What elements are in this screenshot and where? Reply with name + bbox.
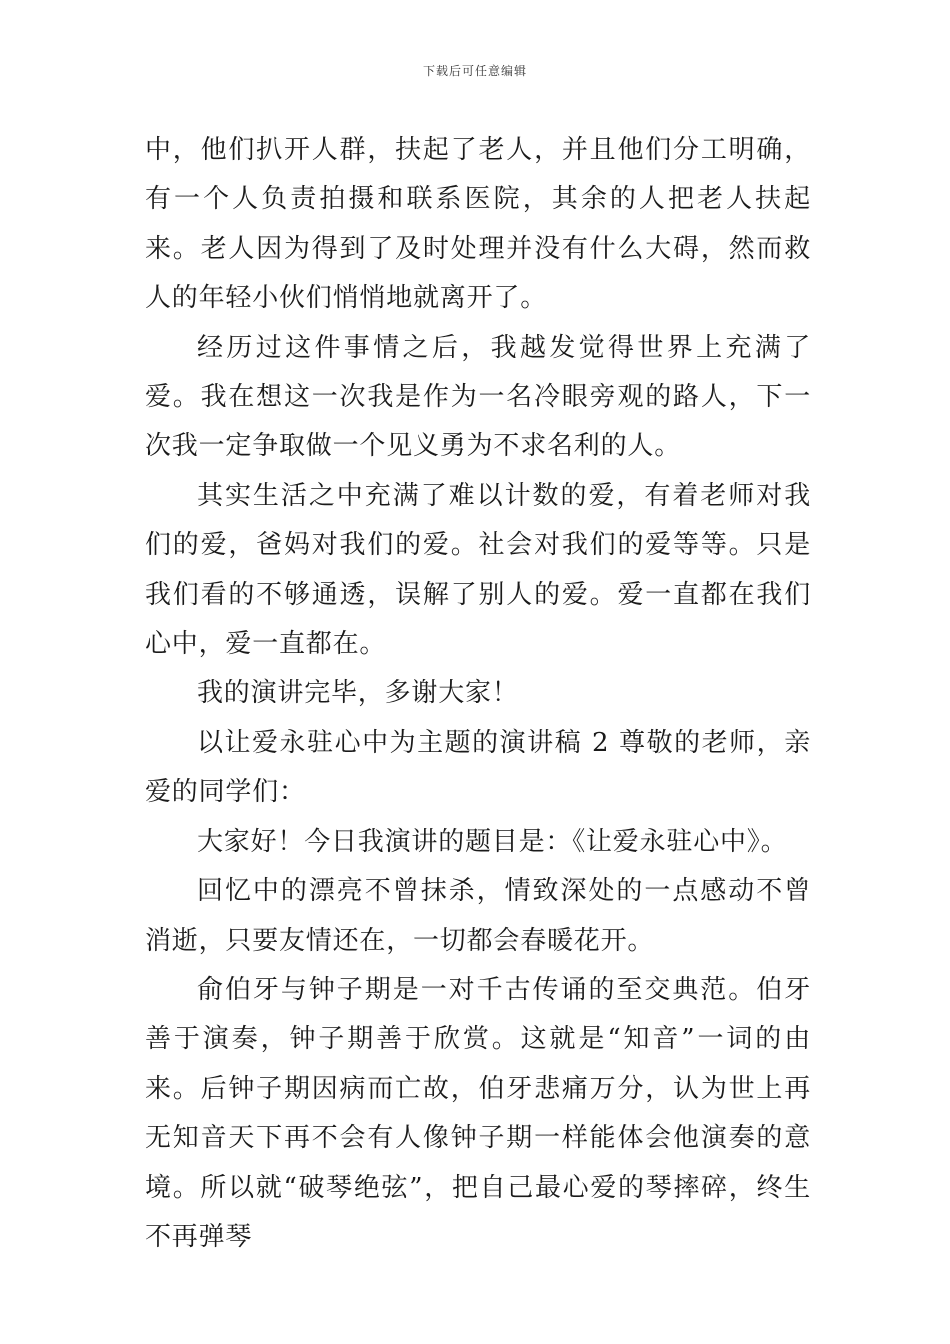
- page-header: 下载后可任意编辑: [422, 64, 527, 78]
- paragraph-8: 俞伯牙与钟子期是一对千古传诵的至交典范。伯牙善于演奏，钟子期善于欣赏。这就是“知音”一词的由来。后钟子期因病而亡故，伯牙悲痛万分，认为世上再无知音天下再不会有人像钟子期一样能体会他演奏的意境。所以就“破琴绝弦”，把自己最心爱的琴摔碎，终生不再弹琴: [145, 974, 811, 1252]
- paragraph-1: 中，他们扒开人群，扶起了老人，并且他们分工明确，有一个人负责拍摄和联系医院，其余的人把老人扶起来。老人因为得到了及时处理并没有什么大碍，然而救人的年轻小伙们悄悄地就离开了。: [145, 135, 811, 314]
- paragraph-7: 回忆中的漂亮不曾抹杀，情致深处的一点感动不曾消逝，只要友情还在，一切都会春暖花开。: [145, 876, 811, 956]
- paragraph-2: 经历过这件事情之后，我越发觉得世界上充满了爱。我在想这一次我是作为一名冷眼旁观的路人，下一次我一定争取做一个见义勇为不求名利的人。: [145, 332, 811, 462]
- document-body: [145, 126, 811, 1262]
- paragraph-5: 以让爱永驻心中为主题的演讲稿 2 尊敬的老师，亲爱的同学们：: [145, 727, 811, 808]
- paragraph-6: 大家好！今日我演讲的题目是：《让爱永驻心中》。: [197, 826, 788, 857]
- paragraph-4: 我的演讲完毕，多谢大家！: [197, 678, 519, 709]
- paragraph-3: 其实生活之中充满了难以计数的爱，有着老师对我们的爱，爸妈对我们的爱。社会对我们的爱等等。只是我们看的不够通透，误解了别人的爱。爱一直都在我们心中，爱一直都在。: [145, 480, 811, 660]
